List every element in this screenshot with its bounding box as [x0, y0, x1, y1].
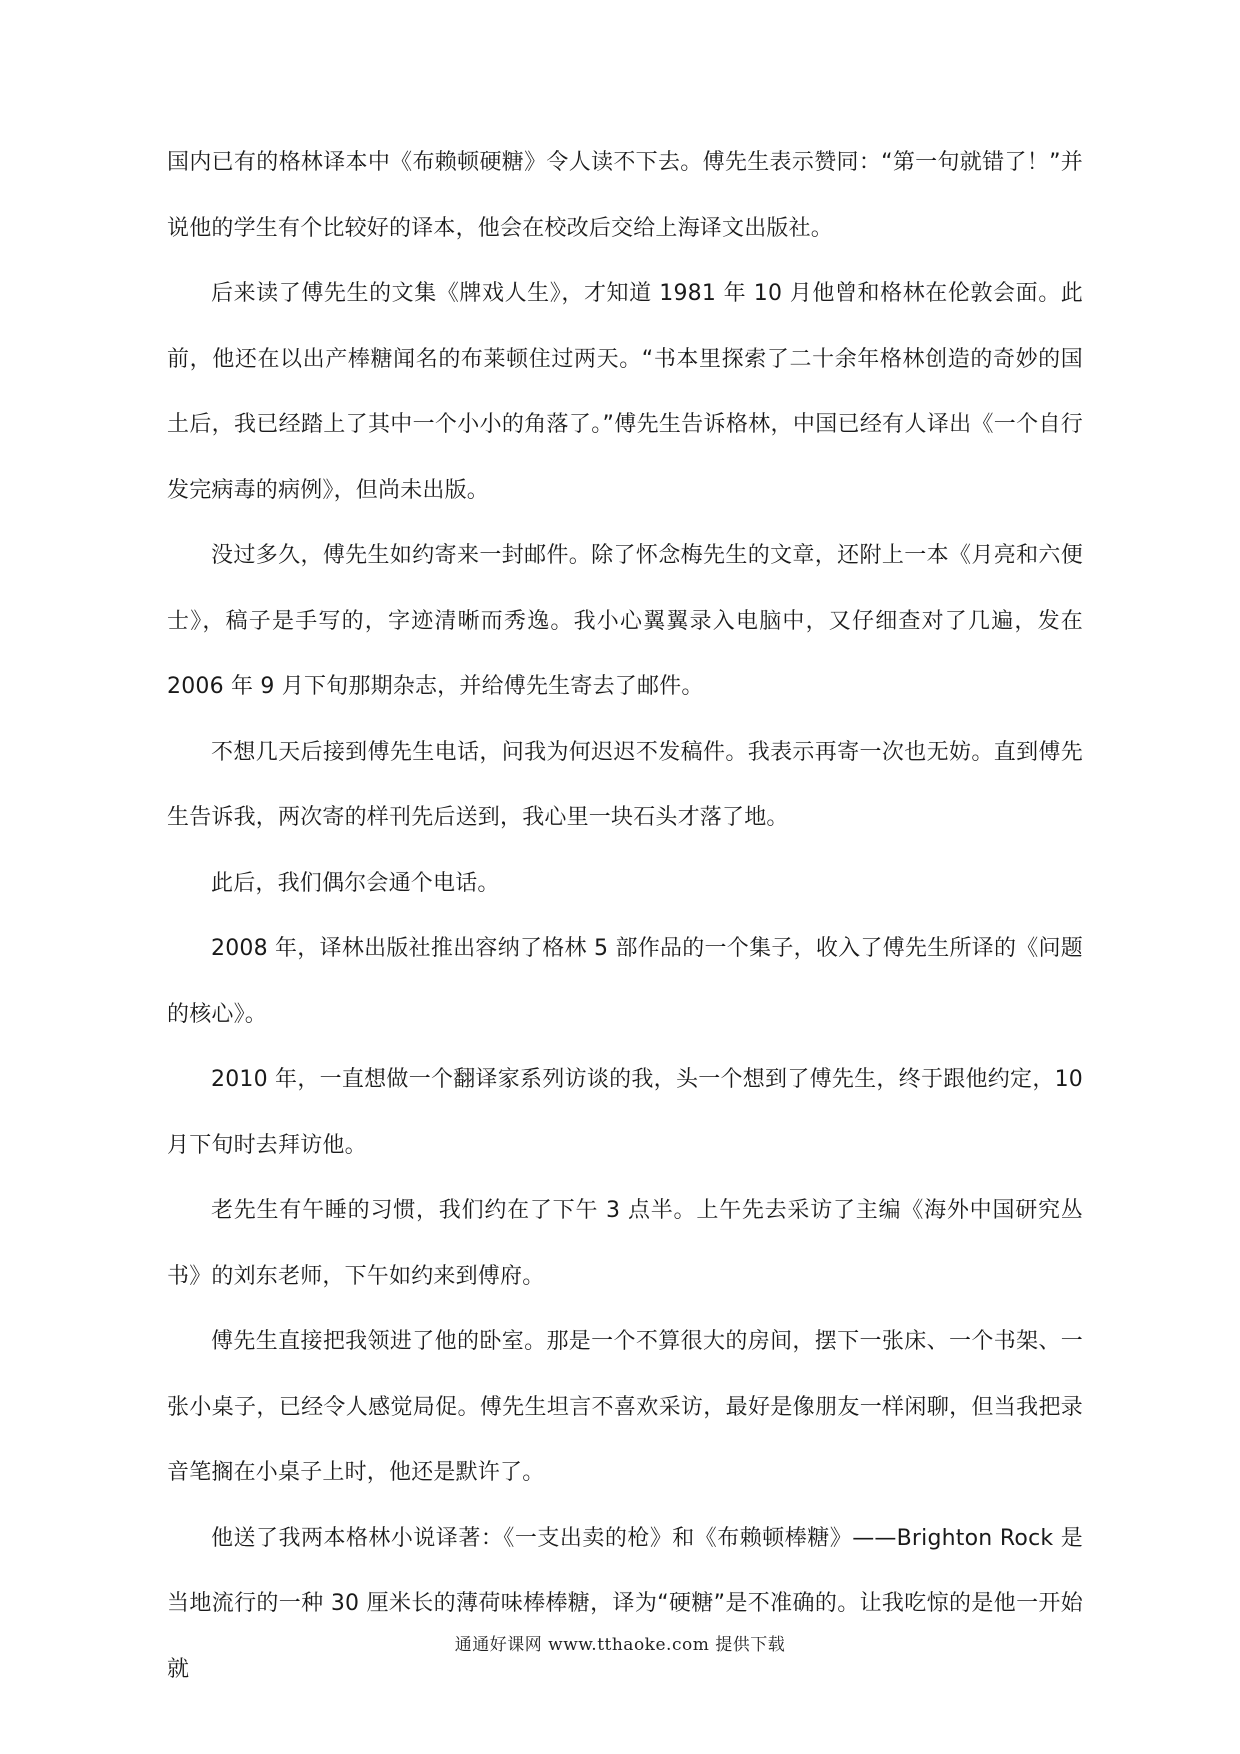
paragraph: 傅先生直接把我领进了他的卧室。那是一个不算很大的房间，摆下一张床、一个书架、一张小桌子，已经令人感觉局促。傅先生坦言不喜欢采访，最好是像朋友一样闲聊，但当我把录音笔搁在小桌子上时，他还是默许了。 [167, 1329, 1083, 1485]
paragraph: 不想几天后接到傅先生电话，问我为何迟迟不发稿件。我表示再寄一次也无妨。直到傅先生告诉我，两次寄的样刊先后送到，我心里一块石头才落了地。 [167, 739, 1083, 830]
paragraph: 他送了我两本格林小说译著：《一支出卖的枪》和《布赖顿棒糖》——Brighton Rock 是当地流行的一种 30 厘米长的薄荷味棒棒糖，译为“硬糖”是不准确的。让我吃惊的是他一开始就 [167, 1525, 1083, 1682]
page-footer: 通通好课网 www.tthaoke.com 提供下载 [454, 1635, 786, 1655]
article-body [167, 130, 1083, 1702]
paragraph: 2010 年，一直想做一个翻译家系列访谈的我，头一个想到了傅先生，终于跟他约定，10 月下旬时去拜访他。 [167, 1067, 1083, 1158]
paragraph: 没过多久，傅先生如约寄来一封邮件。除了怀念梅先生的文章，还附上一本《月亮和六便士》，稿子是手写的，字迹清晰而秀逸。我小心翼翼录入电脑中，又仔细查对了几遍，发在 2006 年 9 月下旬那期杂志，并给傅先生寄去了邮件。 [167, 543, 1083, 699]
paragraph: 老先生有午睡的习惯，我们约在了下午 3 点半。上午先去采访了主编《海外中国研究丛书》的刘东老师，下午如约来到傅府。 [167, 1198, 1083, 1289]
paragraph: 国内已有的格林译本中《布赖顿硬糖》令人读不下去。傅先生表示赞同：“第一句就错了！”并说他的学生有个比较好的译本，他会在校改后交给上海译文出版社。 [167, 150, 1083, 241]
paragraph: 此后，我们偶尔会通个电话。 [211, 870, 500, 896]
paragraph: 2008 年，译林出版社推出容纳了格林 5 部作品的一个集子，收入了傅先生所译的《问题的核心》。 [167, 936, 1083, 1027]
paragraph: 后来读了傅先生的文集《牌戏人生》，才知道 1981 年 10 月他曾和格林在伦敦会面。此前，他还在以出产棒糖闻名的布莱顿住过两天。“书本里探索了二十余年格林创造的奇妙的国土后，我已经踏上了其中一个小小的角落了。”傅先生告诉格林，中国已经有人译出《一个自行发完病毒的病例》，但尚未出版。 [167, 281, 1083, 503]
